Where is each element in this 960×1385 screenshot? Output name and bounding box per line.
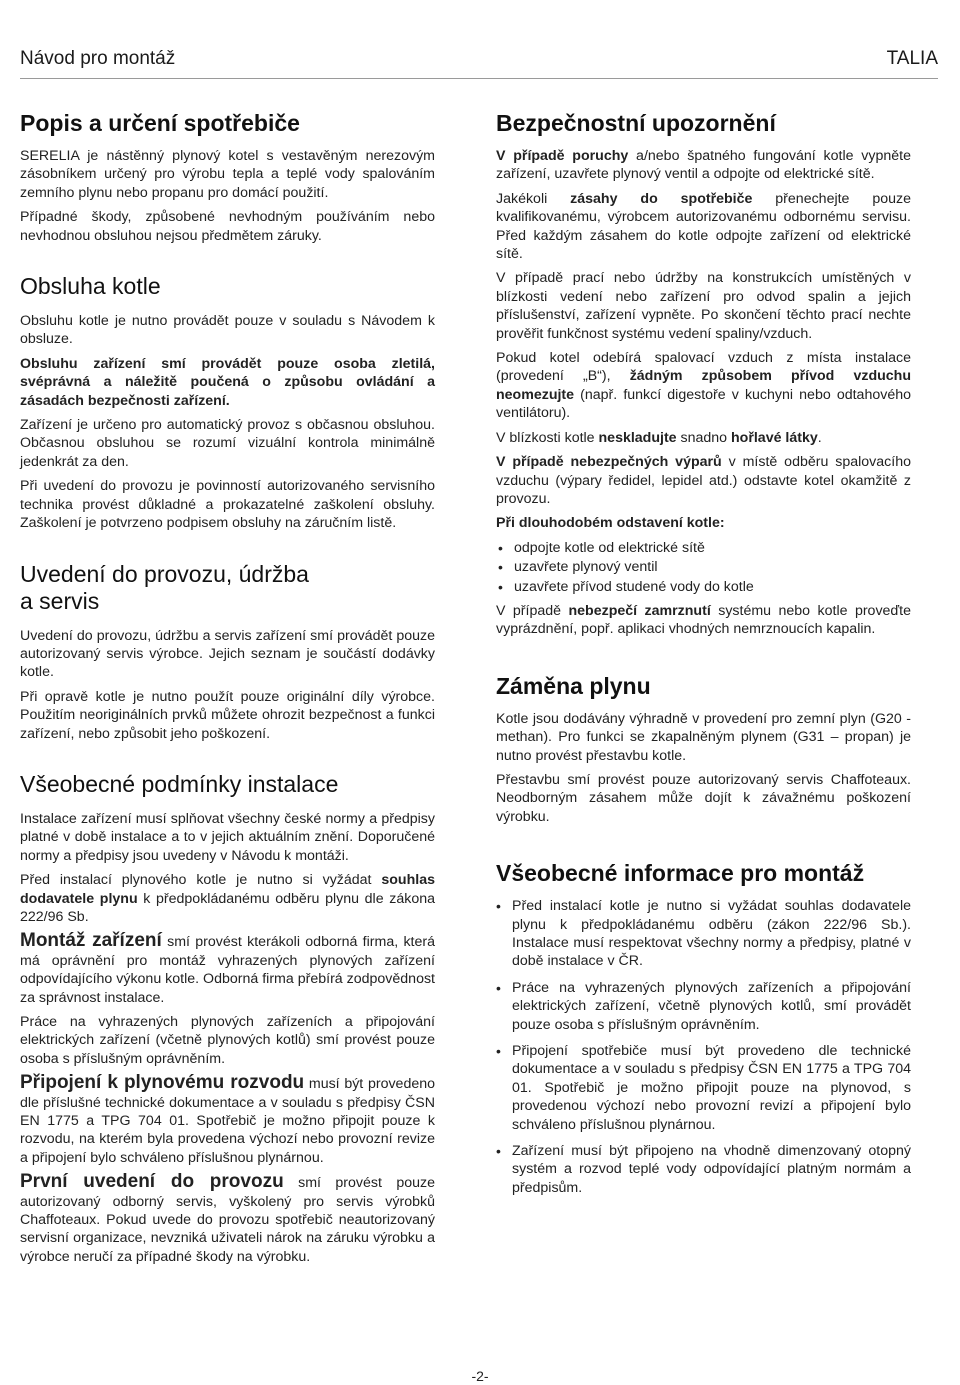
page-number: -2- — [471, 1368, 489, 1384]
paragraph-bold: Při dlouhodobém odstavení kotle: — [496, 515, 725, 532]
list-item: • uzavřete plynový ventil — [514, 558, 911, 576]
paragraph: Přestavbu smí provést pouze autorizovaný servis Chaffoteaux. Neodborným zásahem může dojít k závažnému poškození výrobku. — [496, 771, 911, 825]
bullet-list — [496, 539, 911, 596]
paragraph: Montáž zařízení smí provést kterákoli odborná firma, která má oprávnění pro montáž vyhrazených plynových zařízení odpovídajícího výkonu kotle. Odborná firma přebírá zodpovědnost za správnost instalace. — [20, 930, 436, 1006]
list-item: • Práce na vyhrazených plynových zařízeních a připojování elektrických zařízení, včetně plynových kotlů, smí provádět pouze osoba s příslušným oprávněním. — [512, 979, 911, 1034]
paragraph: Připojení k plynovému rozvodu musí být provedeno dle příslušné technické dokumentace a v souladu s předpisy ČSN EN 1775 a TPG 704 01. Spotřebič je možno připojit pouze k rozvodu, na kterém byla provedena výchozí nebo provozní revize a připojení bylo schváleno příslušnou plynárnou. — [20, 1072, 436, 1166]
section-title-informace: Všeobecné informace pro montáž — [496, 860, 865, 887]
right-column — [496, 104, 911, 1205]
paragraph: Uvedení do provozu, údržbu a servis zařízení smí provádět pouze autorizovaný servis výrobce. Jejich seznam je součástí dodávky kotle. — [20, 627, 435, 681]
section-title-podminky: Všeobecné podmínky instalace — [20, 770, 339, 797]
header-right: TALIA — [886, 48, 938, 69]
paragraph: Práce na vyhrazených plynových zařízeních a připojování elektrických zařízení (včetně plynových kotlů) smí provést pouze osoba s příslušným oprávněním. — [20, 1014, 435, 1067]
page-header — [20, 48, 938, 70]
paragraph: Při uvedení do provozu je povinností autorizovaného servisního technika provést důkladné a prokazatelné zaškolení obsluhy. Zaškolení je potvrzeno podpisem obsluhy na záručním listě. — [20, 478, 435, 532]
list-item: • odpojte kotle od elektrické sítě — [514, 539, 911, 557]
paragraph: V případě poruchy a/nebo špatného fungování kotle vypněte zařízení, uzavřete plynový ventil a odpojte od elektrické sítě. — [496, 148, 911, 183]
section-title-obsluha: Obsluha kotle — [20, 273, 161, 300]
header-divider — [20, 78, 938, 79]
paragraph: Při opravě kotle je nutno použít pouze originální díly výrobce. Použitím neoriginálních prvků můžete ohrozit bezpečnost a funkci zařízení, nebo způsobit jeho poškození. — [20, 688, 435, 742]
paragraph-bold: Obsluhu zařízení smí provádět pouze osoba zletilá, svéprávná a náležitě poučená o způsobu ovládání a zásadách bezpečnosti zařízení. — [20, 355, 435, 409]
paragraph: Před instalací plynového kotle je nutno si vyžádat souhlas dodavatele plynu k předpokládanému odběru plynu dle zákona 222/96 Sb. — [20, 872, 435, 925]
list-item: • Před instalací kotle je nutno si vyžádat souhlas dodavatele plynu k předpokládanému odběru (zákon 222/96 Sb.). Instalace musí respektovat všechny normy a předpisy, platné v době instalace v ČR. — [512, 897, 911, 971]
paragraph: V případě prací nebo údržby na konstrukcích umístěných v blízkosti vedení nebo zařízení pro odvod spalin a jejich příslušenství, zařízení vypněte. Po skončení těchto prací nechte prověřit funkčnost systému vedení spaliny/vzduch. — [496, 270, 911, 342]
paragraph: Instalace zařízení musí splňovat všechny české normy a předpisy platné v době instalace a to v jejich aktuálním znění. Doporučené normy a předpisy jsou uvedeny v Návodu k montáži. — [20, 810, 435, 864]
paragraph: První uvedení do provozu smí provést pouze autorizovaný odborný servis, vyškolený pro servis výrobků Chaffoteaux. Pokud uvede do provozu spotřebič neautorizovaný servisní organizace, nevzniká uživateli nárok na záruku výrobku a výrobce neručí za případné škody na výrobku. — [20, 1171, 435, 1265]
paragraph: Případné škody, způsobené nevhodným používáním nebo nevhodnou obsluhou nejsou předmětem záruky. — [20, 209, 435, 244]
left-column — [20, 104, 435, 1272]
list-item: • Připojení spotřebiče musí být provedeno dle technické dokumentace a v souladu s předpisy ČSN EN 1775 a TPG 704 01. Spotřebič je možno připojit pouze na plynovod, s provedenou výchozí nebo provozní revizí a připojení bylo schváleno příslušnou plynárnou. — [512, 1042, 911, 1134]
list-item: • uzavřete přívod studené vody do kotle — [514, 578, 911, 596]
paragraph: Pokud kotel odebírá spalovací vzduch z místa instalace (provedení „B“), žádným způsobem přívod vzduchu neomezujte (např. funkcí digestoře v kuchyni nebo odtahového ventilátoru). — [496, 350, 911, 422]
section-title-uvedeni: Uvedení do provozu, údržba a servis — [20, 560, 309, 614]
paragraph: V případě nebezpečných výparů v místě odběru spalovacího vzduchu (výpary ředidel, lepidel atd.) odstavte kotel okamžitě z provozu. — [496, 454, 911, 507]
paragraph: Obsluhu kotle je nutno provádět pouze v souladu s Návodem k obsluze. — [20, 313, 435, 348]
section-title-bezpecnost: Bezpečnostní upozornění — [496, 110, 776, 136]
paragraph: Kotle jsou dodávány výhradně v provedení pro zemní plyn (G20 - methan). Pro funkci se zkapalněným plynem (G31 – propan) je nutno provést přestavbu kotle. — [496, 710, 911, 764]
list-item: • Zařízení musí být připojeno na vhodně dimenzovaný otopný systém a rozvod teplé vody odpovídající platným normám a předpisům. — [512, 1142, 911, 1197]
paragraph: V blízkosti kotle neskladujte snadno hořlavé látky. — [496, 429, 822, 446]
bullet-list — [496, 897, 911, 1197]
paragraph: SERELIA je nástěnný plynový kotel s vestavěným nerezovým zásobníkem určený pro výrobu tepla a teplé vody spalováním zemního plynu nebo propanu pro domácí použití. — [20, 148, 435, 201]
paragraph: V případě nebezpečí zamrznutí systému nebo kotle proveďte vyprázdnění, popř. aplikaci vhodných nemrznoucích kapalin. — [496, 602, 911, 638]
header-left: Návod pro montáž — [20, 48, 176, 69]
paragraph: Jakékoli zásahy do spotřebiče přenechejte pouze kvalifikovanému, výrobcem autorizovanému odbornému servisu. Před každým zásahem do kotle odpojte zařízení od elektrické sítě. — [496, 190, 911, 263]
section-title-popis: Popis a určení spotřebiče — [20, 110, 300, 136]
section-title-zamena: Záměna plynu — [496, 672, 651, 699]
paragraph: Zařízení je určeno pro automatický provoz s občasnou obsluhou. Občasnou obsluhou se rozumí vizuální kontrola minimálně jedenkrát za den. — [20, 417, 435, 470]
